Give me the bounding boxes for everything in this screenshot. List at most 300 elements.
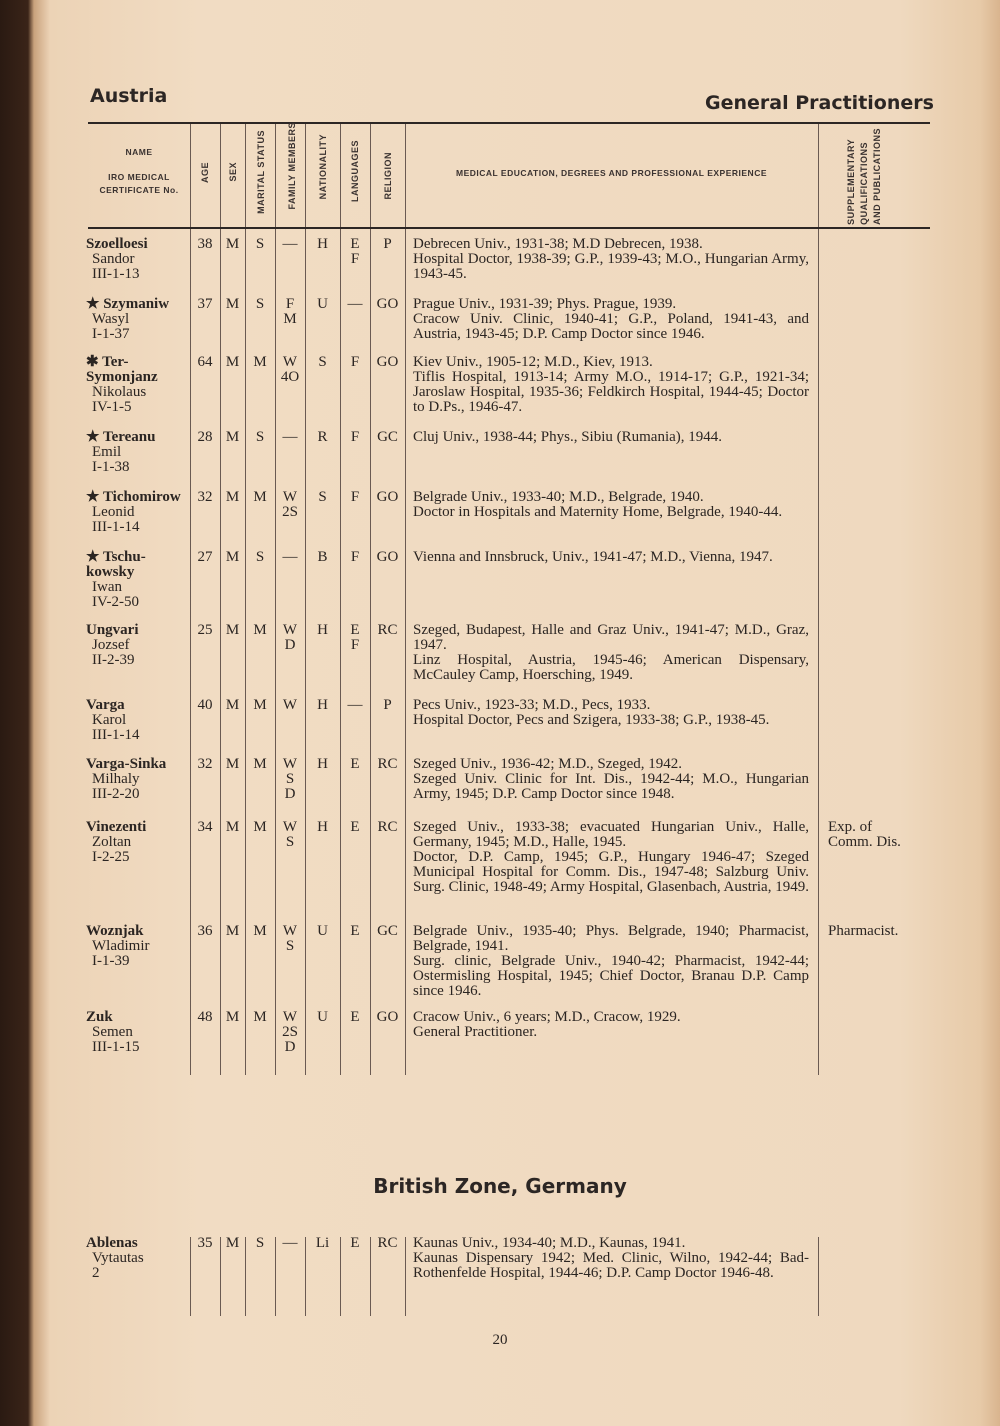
family-value: W — [282, 923, 298, 939]
religion-cell — [370, 698, 405, 713]
education-cell — [413, 1236, 809, 1281]
nationality-value: U — [317, 923, 328, 939]
sex-value: M — [225, 236, 240, 252]
age-cell — [190, 490, 220, 505]
nationality-cell — [305, 1236, 340, 1251]
age-cell — [190, 355, 220, 370]
family-cell — [275, 820, 305, 850]
surname — [86, 237, 196, 252]
languages-cell — [340, 355, 370, 370]
surname — [86, 1236, 196, 1251]
religion-value: GO — [376, 1009, 399, 1025]
sex-cell — [220, 623, 245, 638]
age-cell — [190, 1010, 220, 1025]
surname-text: Woznjak — [86, 923, 144, 939]
name-cell — [86, 820, 196, 865]
sex-cell — [220, 430, 245, 445]
nationality-cell — [305, 1010, 340, 1025]
family-value: D — [284, 786, 296, 802]
languages-cell — [340, 757, 370, 772]
age-value: 28 — [197, 429, 213, 445]
country-heading: Austria — [90, 85, 168, 107]
age-value: 37 — [197, 296, 213, 312]
family-value: W — [282, 622, 298, 638]
family-value: W — [282, 819, 298, 835]
education-paragraph: Cluj Univ., 1938-44; Phys., Sibiu (Rumania), 1944. — [413, 429, 723, 445]
nationality-cell — [305, 550, 340, 565]
marital-cell — [245, 430, 275, 445]
languages-value: F — [350, 637, 360, 653]
certificate-number: I-2-25 — [92, 849, 130, 865]
education-paragraph: Prague Univ., 1931-39; Phys. Prague, 1939. — [413, 296, 677, 312]
column-divider — [818, 229, 819, 1075]
supplementary-cell — [828, 924, 928, 939]
languages-cell — [340, 820, 370, 835]
languages-value: E — [350, 1009, 360, 1025]
languages-value: F — [350, 429, 360, 445]
religion-cell — [370, 550, 405, 565]
religion-value: RC — [377, 1235, 398, 1251]
column-divider — [405, 229, 406, 1075]
languages-value: E — [350, 819, 360, 835]
marital-value: M — [253, 819, 267, 835]
education-paragraph: General Practitioner. — [413, 1024, 538, 1040]
star-marker-icon: ★ — [86, 489, 100, 505]
education-paragraph: Belgrade Univ., 1933-40; M.D., Belgrade, 1940. — [413, 489, 704, 505]
given-name: Zoltan — [92, 834, 132, 850]
age-value: 34 — [197, 819, 213, 835]
surname — [86, 550, 196, 565]
marital-value: S — [255, 296, 265, 312]
surname — [86, 565, 196, 580]
name-cell — [86, 924, 196, 969]
sex-value: M — [225, 296, 240, 312]
family-cell — [275, 1236, 305, 1251]
religion-value: GO — [376, 549, 399, 565]
age-cell — [190, 430, 220, 445]
given-name: Iwan — [92, 579, 122, 595]
column-divider — [190, 124, 191, 227]
age-cell — [190, 237, 220, 252]
column-header-age: AGE — [200, 162, 210, 184]
education-cell — [413, 490, 809, 520]
column-header-name-line: CERTIFICATE No. — [99, 185, 179, 195]
header-bottom-rule — [88, 227, 930, 229]
column-header-supp-line: SUPPLEMENTARY — [846, 138, 856, 225]
languages-value: — — [347, 697, 363, 713]
education-paragraph: Szeged Univ. Clinic for Int. Dis., 1942-44; M.O., Hungarian Army, 1945; D.P. Camp Doctor since 1948. — [413, 771, 809, 802]
education-cell — [413, 698, 809, 728]
family-value: W — [282, 1009, 298, 1025]
given-name: Jozsef — [92, 637, 130, 653]
family-value: 4O — [280, 369, 300, 385]
surname — [86, 1010, 196, 1025]
column-divider — [220, 124, 221, 227]
education-paragraph: Doctor in Hospitals and Maternity Home, Belgrade, 1940-44. — [413, 504, 783, 520]
religion-cell — [370, 490, 405, 505]
nationality-value: R — [317, 429, 328, 445]
age-cell — [190, 820, 220, 835]
education-paragraph: Hospital Doctor, 1938-39; G.P., 1939-43; M.O., Hungarian Army, 1943-45. — [413, 251, 809, 282]
family-value: — — [282, 236, 298, 252]
marital-cell — [245, 550, 275, 565]
surname — [86, 757, 196, 772]
sex-cell — [220, 355, 245, 370]
given-name: Karol — [92, 712, 127, 728]
marital-cell — [245, 297, 275, 312]
education-paragraph: Hospital Doctor, Pecs and Szigera, 1933-38; G.P., 1938-45. — [413, 712, 770, 728]
surname — [86, 297, 196, 312]
sex-value: M — [225, 549, 240, 565]
family-value: S — [285, 771, 295, 787]
sex-value: M — [225, 1009, 240, 1025]
languages-value: F — [350, 251, 360, 267]
surname-text: Varga-Sinka — [86, 756, 167, 772]
languages-cell — [340, 623, 370, 653]
name-cell — [86, 237, 196, 282]
supplementary-line: Pharmacist. — [828, 923, 899, 939]
marital-value: S — [255, 1235, 265, 1251]
religion-cell — [370, 355, 405, 370]
sex-cell — [220, 237, 245, 252]
certificate-number: I-1-37 — [92, 326, 130, 342]
given-name: Wladimir — [92, 938, 150, 954]
nationality-cell — [305, 820, 340, 835]
surname — [86, 623, 196, 638]
star-marker-icon: ✱ — [86, 354, 99, 370]
age-value: 48 — [197, 1009, 213, 1025]
education-cell — [413, 550, 809, 565]
languages-cell — [340, 924, 370, 939]
certificate-number: IV-2-50 — [92, 594, 139, 610]
religion-cell — [370, 237, 405, 252]
education-paragraph: Pecs Univ., 1923-33; M.D., Pecs, 1933. — [413, 697, 651, 713]
column-header-name-line: NAME — [125, 147, 153, 157]
sex-cell — [220, 924, 245, 939]
nationality-value: S — [318, 354, 327, 370]
category-heading: General Practitioners — [705, 92, 934, 114]
nationality-value: U — [317, 1009, 328, 1025]
marital-cell — [245, 820, 275, 835]
column-divider — [405, 124, 406, 227]
sex-value: M — [225, 697, 240, 713]
certificate-number: III-1-15 — [92, 1039, 140, 1055]
surname-text: Symonjanz — [86, 369, 158, 385]
education-paragraph: Surg. clinic, Belgrade Univ., 1940-42; Pharmacist, 1942-44; Ostermisling Hospital, 1945; Chief Doctor, Branau D.P. Camp since 1946. — [413, 953, 809, 999]
certificate-number: III-1-14 — [92, 727, 140, 743]
marital-value: M — [253, 622, 267, 638]
family-value: — — [282, 1235, 298, 1251]
religion-value: GO — [376, 296, 399, 312]
marital-cell — [245, 623, 275, 638]
religion-value: RC — [377, 622, 398, 638]
surname — [86, 924, 196, 939]
family-value: 2S — [282, 504, 298, 520]
given-name: Leonid — [92, 504, 135, 520]
column-divider — [245, 124, 246, 227]
languages-cell — [340, 297, 370, 312]
nationality-cell — [305, 623, 340, 638]
education-cell — [413, 820, 809, 895]
page-number: 20 — [492, 1332, 508, 1348]
languages-cell — [340, 1010, 370, 1025]
surname-text: Vinezenti — [86, 819, 147, 835]
family-value: M — [283, 311, 297, 327]
marital-cell — [245, 355, 275, 370]
header-top-rule — [88, 122, 930, 124]
certificate-number: IV-1-5 — [92, 399, 132, 415]
education-paragraph: Linz Hospital, Austria, 1945-46; American Dispensary, McCauley Camp, Hoersching, 1949. — [413, 652, 809, 683]
surname-text: Szoelloesi — [86, 236, 148, 252]
education-cell — [413, 237, 809, 282]
nationality-value: H — [317, 819, 328, 835]
surname — [86, 820, 196, 835]
religion-cell — [370, 623, 405, 638]
education-paragraph: Doctor, D.P. Camp, 1945; G.P., Hungary 1946-47; Szeged Municipal Hospital for Comm. Dis., 1947-48; Salzburg Univ. Surg. Clinic, 1948-49; Army Hospital, Glasenbach, Austria, 1949. — [413, 849, 809, 895]
marital-value: M — [253, 697, 267, 713]
certificate-number: I-1-39 — [92, 953, 130, 969]
religion-cell — [370, 297, 405, 312]
star-marker-icon: ★ — [86, 549, 100, 565]
certificate-number: III-1-14 — [92, 519, 140, 535]
nationality-value: Li — [315, 1235, 330, 1251]
education-cell — [413, 623, 809, 683]
age-cell — [190, 1236, 220, 1251]
age-cell — [190, 297, 220, 312]
surname — [86, 490, 196, 505]
age-value: 64 — [197, 354, 213, 370]
given-name: Nikolaus — [92, 384, 147, 400]
nationality-cell — [305, 297, 340, 312]
nationality-cell — [305, 490, 340, 505]
nationality-value: U — [317, 296, 328, 312]
marital-cell — [245, 924, 275, 939]
marital-value: S — [255, 429, 265, 445]
section-heading: British Zone, Germany — [373, 1174, 627, 1198]
education-paragraph: Kaunas Univ., 1934-40; M.D., Kaunas, 1941. — [413, 1235, 686, 1251]
supplementary-cell — [828, 820, 928, 850]
column-header-education: MEDICAL EDUCATION, DEGREES AND PROFESSIONAL EXPERIENCE — [456, 168, 767, 178]
surname-text: Ablenas — [86, 1235, 138, 1251]
family-value: — — [282, 429, 298, 445]
given-name: Wasyl — [92, 311, 130, 327]
given-name: Vytautas — [92, 1250, 144, 1266]
family-value: W — [282, 489, 298, 505]
family-value: F — [285, 296, 295, 312]
languages-value: F — [350, 354, 360, 370]
certificate-number: I-1-38 — [92, 459, 130, 475]
surname — [86, 355, 196, 370]
education-paragraph: Tiflis Hospital, 1913-14; Army M.O., 1914-17; G.P., 1921-34; Jaroslaw Hospital, 1935-36; Feldkirch Hospital, 1944-45; Doctor to D.Ps., 1946-47. — [413, 369, 809, 415]
column-header-name — [88, 146, 190, 197]
sex-cell — [220, 297, 245, 312]
family-cell — [275, 757, 305, 802]
age-value: 27 — [197, 549, 213, 565]
certificate-number: III-1-13 — [92, 266, 140, 282]
languages-cell — [340, 430, 370, 445]
marital-cell — [245, 757, 275, 772]
family-value: D — [284, 637, 296, 653]
sex-value: M — [225, 622, 240, 638]
sex-value: M — [225, 923, 240, 939]
education-paragraph: Debrecen Univ., 1931-38; M.D Debrecen, 1938. — [413, 236, 703, 252]
education-cell — [413, 924, 809, 999]
sex-value: M — [225, 819, 240, 835]
surname-text: Zuk — [86, 1009, 113, 1025]
family-value: 2S — [282, 1024, 298, 1040]
religion-cell — [370, 924, 405, 939]
languages-cell — [340, 237, 370, 267]
religion-value: P — [383, 236, 392, 252]
name-cell — [86, 430, 196, 475]
languages-cell — [340, 550, 370, 565]
given-name: Emil — [92, 444, 122, 460]
education-cell — [413, 297, 809, 342]
age-cell — [190, 757, 220, 772]
religion-cell — [370, 430, 405, 445]
marital-cell — [245, 1010, 275, 1025]
name-cell — [86, 757, 196, 802]
languages-value: E — [350, 923, 360, 939]
column-header-name-line: IRO MEDICAL — [108, 172, 170, 182]
column-header-marital: MARITAL STATUS — [256, 130, 266, 214]
column-divider — [340, 124, 341, 227]
age-cell — [190, 550, 220, 565]
family-cell — [275, 550, 305, 565]
nationality-cell — [305, 237, 340, 252]
surname-text: Szymaniw — [103, 296, 170, 312]
religion-value: GC — [377, 923, 398, 939]
family-value: D — [284, 1039, 296, 1055]
column-header-supp-line: AND PUBLICATIONS — [872, 128, 882, 225]
family-cell — [275, 490, 305, 520]
surname — [86, 698, 196, 713]
education-paragraph: Szeged Univ., 1936-42; M.D., Szeged, 1942. — [413, 756, 682, 772]
education-cell — [413, 355, 809, 415]
column-header-languages: LANGUAGES — [350, 140, 360, 203]
name-cell — [86, 1236, 196, 1281]
given-name: Milhaly — [92, 771, 140, 787]
name-cell — [86, 623, 196, 668]
certificate-number: 2 — [92, 1265, 100, 1281]
given-name: Sandor — [92, 251, 135, 267]
religion-cell — [370, 757, 405, 772]
nationality-value: H — [317, 756, 328, 772]
column-divider — [405, 1237, 406, 1316]
column-header-supplementary — [846, 128, 882, 225]
sex-cell — [220, 1236, 245, 1251]
column-header-supp-line: QUALIFICATIONS — [859, 142, 869, 225]
column-header-religion: RELIGION — [383, 152, 393, 200]
education-paragraph: Belgrade Univ., 1935-40; Phys. Belgrade, 1940; Pharmacist, Belgrade, 1941. — [413, 923, 809, 954]
family-cell — [275, 237, 305, 252]
nationality-value: H — [317, 697, 328, 713]
sex-value: M — [225, 354, 240, 370]
education-cell — [413, 757, 809, 802]
age-value: 32 — [197, 489, 213, 505]
marital-value: M — [253, 489, 267, 505]
family-cell — [275, 1010, 305, 1055]
column-header-nationality: NATIONALITY — [318, 134, 328, 200]
nationality-cell — [305, 757, 340, 772]
religion-value: GO — [376, 354, 399, 370]
name-cell — [86, 297, 196, 342]
marital-cell — [245, 237, 275, 252]
sex-cell — [220, 490, 245, 505]
supplementary-line: Exp. of — [828, 819, 873, 835]
languages-value: F — [350, 549, 360, 565]
education-cell — [413, 1010, 809, 1040]
religion-cell — [370, 1010, 405, 1025]
languages-cell — [340, 1236, 370, 1251]
education-paragraph: Cracow Univ. Clinic, 1940-41; G.P., Poland, 1941-43, and Austria, 1943-45; D.P. Camp Doctor since 1946. — [413, 311, 809, 342]
age-cell — [190, 698, 220, 713]
surname-text: Tereanu — [102, 429, 156, 445]
religion-value: GC — [377, 429, 398, 445]
name-cell — [86, 1010, 196, 1055]
nationality-value: H — [317, 622, 328, 638]
education-paragraph: Szeged, Budapest, Halle and Graz Univ., 1941-47; M.D., Graz, 1947. — [413, 622, 809, 653]
column-header-sex: SEX — [228, 162, 238, 182]
nationality-cell — [305, 924, 340, 939]
column-divider — [305, 124, 306, 227]
certificate-number: III-2-20 — [92, 786, 140, 802]
languages-value: E — [350, 236, 360, 252]
sex-cell — [220, 757, 245, 772]
sex-value: M — [225, 1235, 240, 1251]
sex-value: M — [225, 756, 240, 772]
surname-text: Tichomirow — [102, 489, 181, 505]
age-value: 35 — [197, 1235, 213, 1251]
education-paragraph: Kaunas Dispensary 1942; Med. Clinic, Wilno, 1942-44; Bad-Rothenfelde Hospital, 1944-46; D.P. Camp Doctor 1946-48. — [413, 1250, 809, 1281]
age-value: 25 — [197, 622, 213, 638]
nationality-cell — [305, 355, 340, 370]
surname — [86, 430, 196, 445]
surname-text: kowsky — [86, 564, 135, 580]
certificate-number: II-2-39 — [92, 652, 135, 668]
languages-cell — [340, 490, 370, 505]
supplementary-line: Comm. Dis. — [828, 834, 901, 850]
column-divider — [818, 1237, 819, 1316]
education-cell — [413, 430, 809, 445]
education-paragraph: Szeged Univ., 1933-38; evacuated Hungarian Univ., Halle, Germany, 1945; M.D., Halle, 1945. — [413, 819, 809, 850]
sex-value: M — [225, 429, 240, 445]
surname-text: Ungvari — [86, 622, 139, 638]
name-cell — [86, 355, 196, 415]
religion-cell — [370, 1236, 405, 1251]
marital-value: M — [253, 923, 267, 939]
family-value: S — [285, 938, 295, 954]
religion-value: P — [383, 697, 392, 713]
family-cell — [275, 355, 305, 385]
column-divider — [370, 124, 371, 227]
education-paragraph: Kiev Univ., 1905-12; M.D., Kiev, 1913. — [413, 354, 653, 370]
star-marker-icon: ★ — [86, 429, 100, 445]
name-cell — [86, 698, 196, 743]
nationality-cell — [305, 430, 340, 445]
given-name: Semen — [92, 1024, 133, 1040]
marital-value: M — [253, 354, 267, 370]
surname — [86, 370, 196, 385]
religion-value: GO — [376, 489, 399, 505]
star-marker-icon: ★ — [86, 296, 100, 312]
education-paragraph: Cracow Univ., 6 years; M.D., Cracow, 1929. — [413, 1009, 681, 1025]
sex-cell — [220, 698, 245, 713]
sex-cell — [220, 550, 245, 565]
family-cell — [275, 698, 305, 713]
marital-value: S — [255, 549, 265, 565]
surname-text: Varga — [86, 697, 125, 713]
